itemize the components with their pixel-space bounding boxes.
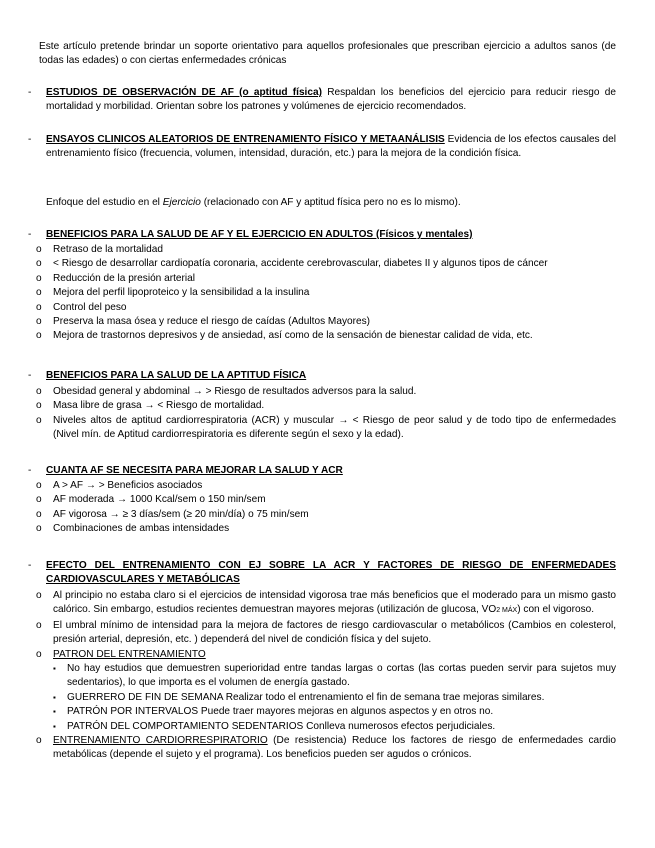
list-item: o Al principio no estaba claro si el ejercicios de intensidad vigorosa trae más beneficios que el moderado para un mismo gasto calórico. Sin embargo, estudios recientes demuestran mayores mejoras (utilización de glucosa, VO2 MÁX) con el vigoroso. — [36, 590, 616, 616]
cardio-heading: ENTRENAMIENTO CARDIORRESPIRATORIO — [53, 735, 268, 747]
dash-bullet: - — [28, 465, 32, 476]
list-item: o Control del peso — [36, 301, 618, 315]
estudios-heading: ESTUDIOS DE OBSERVACIÓN DE AF (o aptitud física) — [46, 87, 322, 98]
cuanta-heading: CUANTA AF SE NECESITA PARA MEJORAR LA SALUD Y ACR — [46, 465, 343, 476]
circle-bullet: o — [36, 287, 42, 299]
square-bullet: ▪ — [53, 664, 56, 674]
beneficios-salud-heading: BENEFICIOS PARA LA SALUD DE AF Y EL EJERCICIO EN ADULTOS (Físicos y mentales) — [46, 229, 473, 240]
circle-bullet: o — [36, 400, 42, 412]
enfoque-paragraph — [46, 196, 616, 210]
list-item: ▪ PATRÓN POR INTERVALOS Puede traer mayores mejoras en algunos aspectos y en otros no. — [53, 705, 616, 719]
efecto-list — [36, 589, 616, 763]
efecto-heading: EFECTO DEL ENTRENAMIENTO CON EJ SOBRE LA ACR Y FACTORES DE RIESGO DE ENFERMEDADES CARDIOVASCULARES Y METABÓLICAS — [46, 560, 616, 586]
circle-bullet: o — [36, 258, 42, 270]
list-item: ▪ GUERRERO DE FIN DE SEMANA Realizar todo el entrenamiento el fin de semana trae mejoras similares. — [53, 691, 616, 705]
ensayos-heading: ENSAYOS CLINICOS ALEATORIOS DE ENTRENAMIENTO FÍSICO Y METAANÁLISIS — [46, 134, 445, 145]
dash-bullet: - — [28, 229, 32, 240]
circle-bullet: o — [36, 523, 42, 535]
circle-bullet: o — [36, 735, 42, 747]
beneficios-aptitud-list — [36, 385, 616, 443]
section-efecto — [28, 559, 616, 588]
list-item: o Mejora de trastornos depresivos y de ansiedad, así como de la sensación de bienestar calidad de vida, etc. — [36, 329, 618, 343]
circle-bullet: o — [36, 590, 42, 601]
list-item: o Retraso de la mortalidad — [36, 243, 618, 257]
dash-bullet: - — [28, 134, 32, 145]
square-bullet: ▪ — [53, 721, 56, 731]
circle-bullet: o — [36, 508, 42, 520]
list-item: o Combinaciones de ambas intensidades — [36, 522, 618, 536]
enfoque-italic: Ejercicio — [162, 197, 201, 208]
intro-text: Este artículo pretende brindar un soporte orientativo para aquellos profesionales que prescriban ejercicio a adultos sanos (de todas las edades) o con ciertas enfermedades crónicas — [39, 41, 616, 67]
enfoque-before: Enfoque del estudio en el — [46, 197, 163, 208]
list-item: o AF moderada → 1000 Kcal/sem o 150 min/sem — [36, 493, 618, 507]
circle-bullet: o — [36, 494, 42, 506]
dash-bullet: - — [28, 560, 32, 571]
list-item: o El umbral mínimo de intensidad para la mejora de factores de riesgo cardiovascular o metabólicos (Cambios en colesterol, presión arterial, depresión, etc. ) dependerá del nivel de condición física y del sujeto. — [36, 619, 616, 646]
circle-bullet: o — [36, 272, 42, 284]
list-item: o Masa libre de grasa → < Riesgo de mortalidad. — [36, 399, 616, 413]
cuanta-list — [36, 479, 618, 537]
ensayos-text: Evidencia de los efectos causales del entrenamiento físico (frecuencia, volumen, intensidad, duración, etc.) para la mejora de la condición física. — [46, 134, 616, 160]
list-item: o Obesidad general y abdominal → > Riesgo de resultados adversos para la salud. — [36, 385, 616, 399]
list-item — [36, 648, 616, 734]
section-estudios — [28, 86, 616, 115]
circle-bullet: o — [36, 414, 42, 426]
patron-heading: PATRON DEL ENTRENAMIENTO — [53, 648, 206, 660]
list-item: o Preserva la masa ósea y reduce el riesgo de caídas (Adultos Mayores) — [36, 315, 618, 329]
circle-bullet: o — [36, 480, 42, 491]
list-item: o ENTRENAMIENTO CARDIORRESPIRATORIO (De resistencia) Reduce los factores de riesgo de enfermedades cardio metabólicas (depende el sujeto y el programa). Los beneficios pueden ser agudos o crónicos. — [36, 735, 617, 761]
square-bullet: ▪ — [53, 707, 56, 717]
section-cuanta — [28, 464, 616, 478]
list-item: ▪ PATRÓN DEL COMPORTAMIENTO SEDENTARIOS Conlleva numerosos efectos perjudiciales. — [53, 720, 616, 734]
list-item: o Mejora del perfil lipoproteico y la sensibilidad a la insulina — [36, 286, 618, 300]
dash-bullet: - — [28, 87, 32, 98]
dash-bullet: - — [28, 370, 32, 381]
patron-list — [53, 662, 616, 734]
list-item: o < Riesgo de desarrollar cardiopatía coronaria, accidente cerebrovascular, diabetes II y algunos tipos de cáncer — [36, 257, 618, 271]
enfoque-after: (relacionado con AF y aptitud física pero no es lo mismo). — [200, 197, 461, 208]
list-item: o Niveles altos de aptitud cardiorrespiratoria (ACR) y muscular → < Riesgo de peor salud y de todo tipo de enfermedades (Nivel mín. de Aptitud cardiorrespiratoria es diferente según el sexo y la edad). — [36, 414, 616, 441]
circle-bullet: o — [36, 619, 42, 631]
section-ensayos — [28, 133, 616, 162]
list-item: o AF vigorosa → ≥ 3 días/sem (≥ 20 min/día) o 75 min/sem — [36, 508, 618, 522]
circle-bullet: o — [36, 330, 42, 342]
square-bullet: ▪ — [53, 692, 56, 702]
circle-bullet: o — [36, 386, 42, 397]
section-beneficios-aptitud — [28, 369, 616, 383]
section-beneficios-salud — [28, 228, 616, 242]
circle-bullet: o — [36, 648, 42, 660]
circle-bullet: o — [36, 301, 42, 313]
circle-bullet: o — [36, 316, 42, 328]
intro-paragraph — [39, 40, 616, 69]
estudios-text: Respaldan los beneficios del ejercicio para reducir riesgo de mortalidad y morbilidad. Orientan sobre los patrones y volúmenes de ejercicio recomendados. — [46, 87, 616, 113]
beneficios-salud-list — [36, 243, 618, 344]
circle-bullet: o — [36, 244, 42, 255]
list-item: ▪ No hay estudios que demuestren superioridad entre tandas largas o cortas (las cortas pueden servir para sujetos muy sedentarios), lo que importa es el volumen de energía gastado. — [53, 663, 616, 689]
beneficios-aptitud-heading: BENEFICIOS PARA LA SALUD DE LA APTITUD FÍSICA — [46, 370, 307, 381]
list-item: o Reducción de la presión arterial — [36, 272, 618, 286]
list-item: o A > AF → > Beneficios asociados — [36, 479, 618, 493]
vo2-subscript: 2 MÁX — [496, 607, 518, 615]
